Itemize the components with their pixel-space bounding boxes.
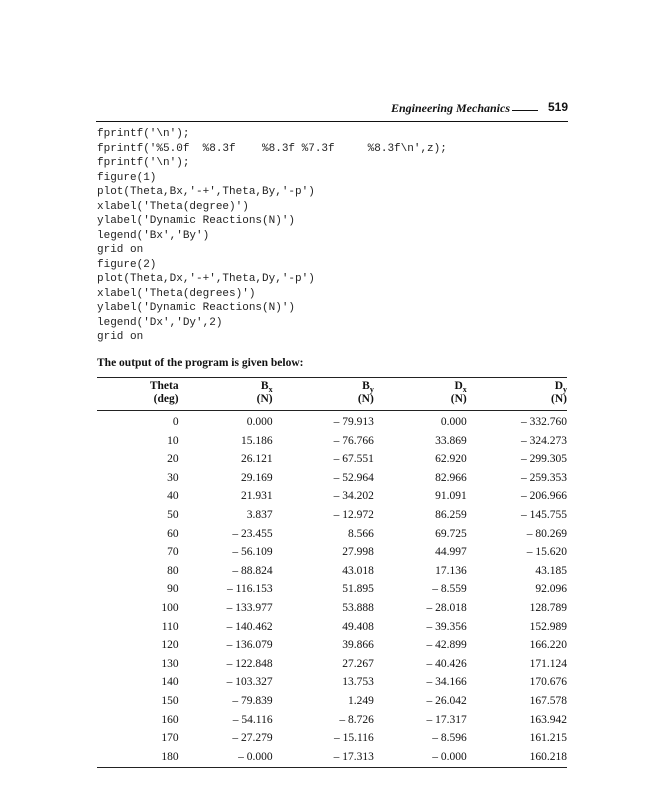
table-cell: – 80.269: [526, 527, 567, 540]
code-line: ylabel('Dynamic Reactions(N)'): [97, 215, 296, 227]
table-row: [97, 487, 567, 506]
table-cell: – 54.116: [232, 713, 273, 726]
col-header-dx: $D_x$: [454, 380, 467, 394]
table-cell: – 79.839: [232, 694, 273, 707]
table-cell: – 28.018: [426, 601, 467, 614]
col-header-bx: $B_x$: [260, 380, 273, 394]
table-cell: 60: [167, 527, 179, 540]
table-cell: 86.259: [435, 508, 467, 521]
table-cell: 180: [161, 750, 179, 763]
table-cell: 166.220: [529, 639, 567, 652]
matlab-code-block: [97, 127, 447, 345]
code-line: figure(1): [97, 171, 157, 184]
output-table: [97, 378, 567, 766]
col-header-theta: Theta: [149, 380, 179, 392]
table-cell: – 34.166: [426, 676, 467, 689]
table-cell: 10: [167, 434, 179, 447]
table-cell: – 116.153: [227, 583, 273, 596]
table-cell: – 15.620: [526, 546, 567, 559]
table-cell: – 0.000: [432, 750, 467, 763]
code-line: ylabel('Dynamic Reactions(N)'): [97, 302, 296, 314]
header-rule: [96, 121, 568, 122]
running-head: [96, 101, 568, 119]
code-line: xlabel('Theta(degrees)'): [97, 287, 256, 300]
running-head-dash: [512, 110, 538, 111]
table-cell: 152.989: [529, 620, 567, 633]
table-cell: – 8.726: [339, 713, 374, 726]
table-cell: 70: [167, 546, 179, 559]
output-table-container: [97, 377, 567, 768]
col-header-dy: $D_y$: [554, 380, 567, 394]
code-line: figure(2): [97, 258, 157, 271]
code-line: plot(Theta,Dx,'-+',Theta,Dy,'-p'): [97, 273, 315, 285]
table-row: [97, 432, 567, 451]
table-cell: 161.215: [529, 732, 567, 745]
table-cell: 0: [172, 416, 179, 428]
table-cell: – 136.079: [226, 639, 273, 652]
table-cell: – 332.760: [521, 416, 567, 428]
table-cell: 62.920: [435, 453, 467, 466]
code-line: plot(Theta,Bx,'-+',Theta,By,'-p'): [97, 186, 315, 198]
table-cell: 171.124: [529, 657, 567, 670]
table-cell: 170: [161, 732, 179, 745]
table-row: [97, 673, 567, 692]
table-cell: 163.942: [529, 713, 567, 726]
table-cell: 27.267: [342, 657, 374, 670]
table-row: [97, 636, 567, 655]
table-row: [97, 506, 567, 525]
table-cell: – 299.305: [521, 453, 567, 466]
table-cell: – 259.353: [521, 471, 567, 484]
table-cell: – 88.824: [232, 564, 273, 577]
col-unit-dy: (N): [551, 393, 567, 405]
col-unit-by: (N): [357, 393, 374, 405]
table-cell: 90: [167, 583, 179, 596]
col-unit-bx: (N): [256, 393, 273, 405]
table-cell: 39.866: [342, 639, 374, 652]
table-cell: 53.888: [342, 601, 374, 614]
table-cell: 100: [161, 601, 179, 614]
table-cell: 140: [161, 676, 179, 689]
col-header-by: $B_y$: [362, 380, 374, 394]
table-cell: 44.997: [435, 546, 467, 559]
table-cell: 167.578: [529, 694, 567, 707]
table-cell: – 34.202: [333, 490, 374, 503]
table-row: [97, 525, 567, 544]
code-line: grid on: [97, 244, 144, 256]
col-unit-theta: (deg): [153, 393, 179, 405]
table-cell: 170.676: [529, 676, 567, 689]
table-cell: 3.837: [246, 508, 273, 521]
table-cell: – 145.755: [521, 508, 567, 521]
table-cell: 91.091: [435, 490, 467, 503]
table-cell: 40: [167, 490, 179, 503]
table-row: [97, 748, 567, 767]
table-cell: – 12.972: [333, 508, 374, 521]
table-row: [97, 580, 567, 599]
table-unit-row: [97, 393, 567, 410]
table-cell: – 40.426: [426, 657, 467, 670]
table-cell: 0.000: [246, 416, 273, 428]
table-row: [97, 599, 567, 618]
table-cell: – 23.455: [232, 527, 273, 540]
table-cell: 110: [161, 620, 179, 633]
table-cell: 49.408: [342, 620, 374, 633]
table-cell: 69.725: [435, 527, 467, 540]
table-cell: 27.998: [342, 546, 374, 559]
table-cell: – 103.327: [226, 676, 273, 689]
table-cell: – 27.279: [232, 732, 273, 745]
table-cell: – 79.913: [333, 416, 374, 428]
table-cell: 13.753: [342, 676, 374, 689]
table-cell: 15.186: [240, 434, 273, 447]
table-cell: 82.966: [435, 471, 467, 484]
table-cell: – 15.116: [333, 732, 374, 745]
table-cell: 30: [167, 471, 179, 484]
table-cell: – 67.551: [333, 453, 374, 466]
code-line: legend('Dx','Dy',2): [97, 316, 223, 329]
table-row: [97, 618, 567, 637]
table-cell: 29.169: [240, 471, 273, 484]
table-bottom-rule: [97, 767, 567, 768]
running-head-title: Engineering Mechanics: [390, 101, 510, 115]
page-number: 519: [547, 100, 568, 114]
table-row: [97, 469, 567, 488]
code-line: xlabel('Theta(degree)'): [97, 200, 249, 213]
table-cell: 160.218: [529, 750, 567, 763]
table-cell: 17.136: [435, 564, 467, 577]
table-cell: – 76.766: [333, 434, 374, 447]
table-cell: – 26.042: [426, 694, 467, 707]
table-row: [97, 562, 567, 581]
table-cell: – 17.313: [333, 750, 374, 763]
table-cell: – 17.317: [426, 713, 467, 726]
table-cell: 128.789: [529, 601, 567, 614]
table-cell: – 42.899: [426, 639, 467, 652]
table-cell: 51.895: [342, 583, 374, 596]
table-cell: 50: [167, 508, 179, 521]
table-cell: – 133.977: [226, 601, 273, 614]
table-cell: 8.566: [347, 527, 374, 540]
table-cell: – 206.966: [521, 490, 567, 503]
table-cell: 0.000: [440, 416, 467, 428]
table-row: [97, 411, 567, 432]
col-unit-dx: (N): [450, 393, 467, 405]
table-row: [97, 450, 567, 469]
code-line: fprintf('\n');: [97, 157, 190, 169]
table-cell: 33.869: [435, 434, 467, 447]
table-row: [97, 692, 567, 711]
table-row: [97, 711, 567, 730]
code-line: legend('Bx','By'): [97, 229, 210, 242]
table-cell: 20: [167, 453, 179, 466]
table-row: [97, 729, 567, 748]
table-cell: 120: [161, 639, 179, 652]
table-cell: – 8.596: [432, 732, 467, 745]
table-cell: – 39.356: [426, 620, 467, 633]
table-cell: 160: [161, 713, 179, 726]
table-cell: – 122.848: [226, 657, 273, 670]
table-cell: – 52.964: [333, 471, 374, 484]
table-cell: – 8.559: [432, 583, 467, 596]
table-cell: – 324.273: [521, 434, 567, 447]
table-cell: 150: [161, 694, 179, 707]
table-cell: 26.121: [240, 453, 273, 466]
table-row: [97, 543, 567, 562]
table-cell: 92.096: [535, 583, 567, 596]
table-cell: 21.931: [240, 490, 273, 503]
table-cell: 43.018: [342, 564, 374, 577]
output-intro-text: The output of the program is given below:: [97, 357, 304, 369]
code-line: grid on: [97, 331, 144, 343]
code-line: fprintf('%5.0f %8.3f %8.3f %7.3f %8.3f\n',z);: [97, 142, 447, 155]
table-cell: – 140.462: [226, 620, 273, 633]
table-cell: 1.249: [347, 694, 374, 707]
table-cell: 43.185: [535, 564, 567, 577]
table-cell: – 56.109: [232, 546, 273, 559]
code-line: fprintf('\n');: [97, 128, 190, 140]
table-header-row: [97, 378, 567, 393]
table-cell: 80: [167, 564, 179, 577]
table-cell: 130: [161, 657, 179, 670]
table-cell: – 0.000: [238, 750, 273, 763]
table-row: [97, 655, 567, 674]
